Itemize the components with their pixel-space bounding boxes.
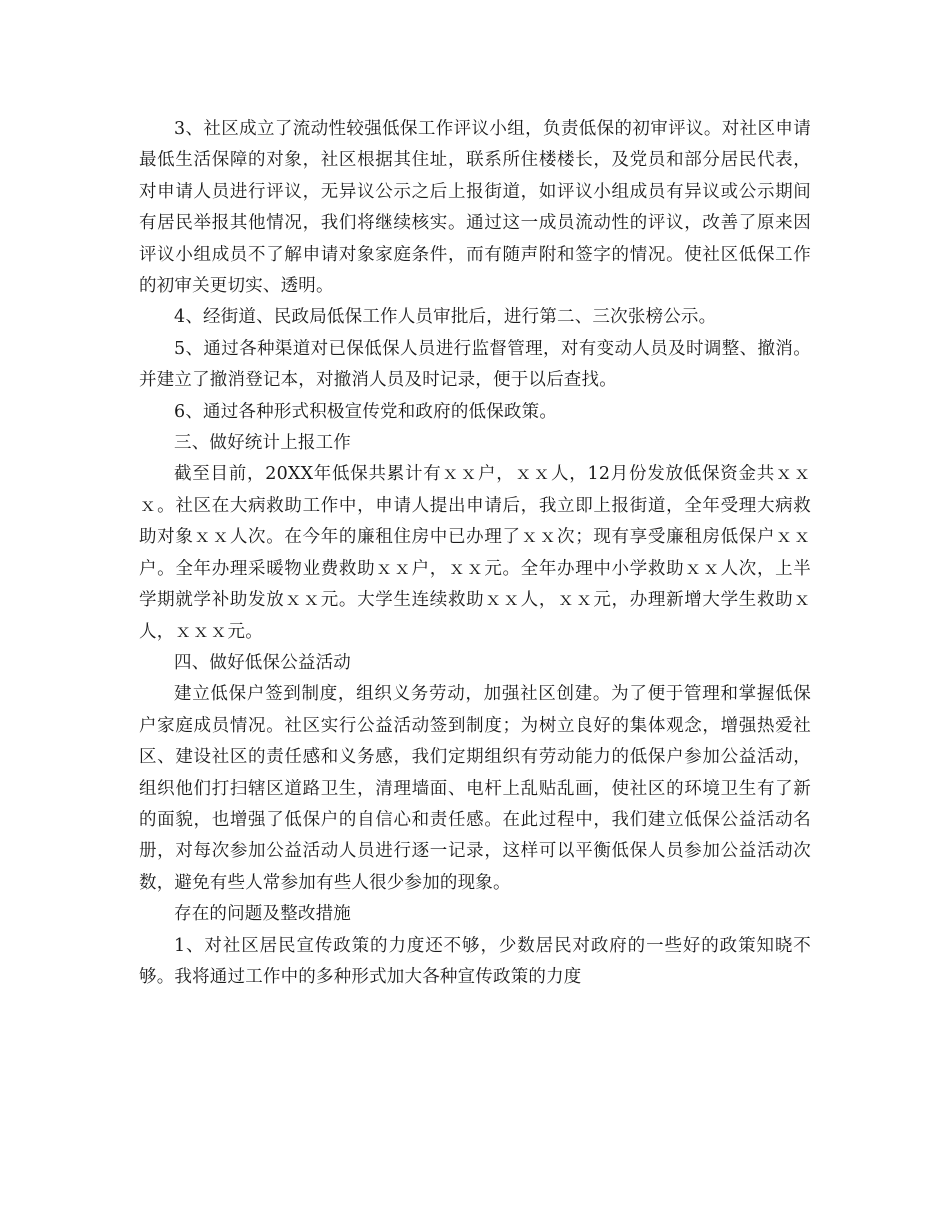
paragraph-item-3: 3、社区成立了流动性较强低保工作评议小组，负责低保的初审评议。对社区申请最低生活保障的对象，社区根据其住址，联系所住楼楼长，及党员和部分居民代表，对申请人员进行评议，无异议公示之后上报街道，如评议小组成员有异议或公示期间有居民举报其他情况，我们将继续核实。通过这一成员流动性的评议，改善了原来因评议小组成员不了解申请对象家庭条件，而有随声附和签字的情况。使社区低保工作的初审关更切实、透明。 [139, 119, 811, 297]
section-heading-problems: 存在的问题及整改措施 [174, 904, 351, 925]
paragraph-public-welfare: 建立低保户签到制度，组织义务劳动，加强社区创建。为了便于管理和掌握低保户家庭成员情况。社区实行公益活动签到制度；为树立良好的集体观念，增强热爱社区、建设社区的责任感和义务感，我们定期组织有劳动能力的低保户参加公益活动，组织他们打扫辖区道路卫生，清理墙面、电杆上乱贴乱画，使社区的环境卫生有了新的面貌，也增强了低保户的自信心和责任感。在此过程中，我们建立低保公益活动名册，对每次参加公益活动人员进行逐一记录，这样可以平衡低保人员参加公益活动次数，避免有些人常参加有些人很少参加的现象。 [139, 684, 811, 893]
document-body [139, 114, 811, 993]
section-heading-statistics: 三、做好统计上报工作 [174, 433, 351, 454]
paragraph-item-5: 5、通过各种渠道对已保低保人员进行监督管理，对有变动人员及时调整、撤消。并建立了撤消登记本，对撤消人员及时记录，便于以后查找。 [139, 338, 811, 391]
paragraph-problem-1: 1、对社区居民宣传政策的力度还不够，少数居民对政府的一些好的政策知晓不够。我将通过工作中的多种形式加大各种宣传政策的力度 [139, 935, 811, 987]
paragraph-item-4: 4、经街道、民政局低保工作人员审批后，进行第二、三次张榜公示。 [174, 307, 717, 328]
paragraph-item-6: 6、通过各种形式积极宣传党和政府的低保政策。 [174, 401, 558, 422]
section-heading-public-welfare: 四、做好低保公益活动 [174, 652, 351, 673]
paragraph-statistics: 截至目前，20XX年低保共累计有ｘｘ户，ｘｘ人，12月份发放低保资金共ｘｘｘ。社区在大病救助工作中，申请人提出申请后，我立即上报街道，全年受理大病救助对象ｘｘ人次。在今年的廉租住房中已办理了ｘｘ次；现有享受廉租房低保户ｘｘ户。全年办理采暖物业费救助ｘｘ户，ｘｘ元。全年办理中小学救助ｘｘ人次，上半学期就学补助发放ｘｘ元。大学生连续救助ｘｘ人，ｘｘ元，办理新增大学生救助ｘ人，ｘｘｘ元。 [139, 464, 811, 642]
